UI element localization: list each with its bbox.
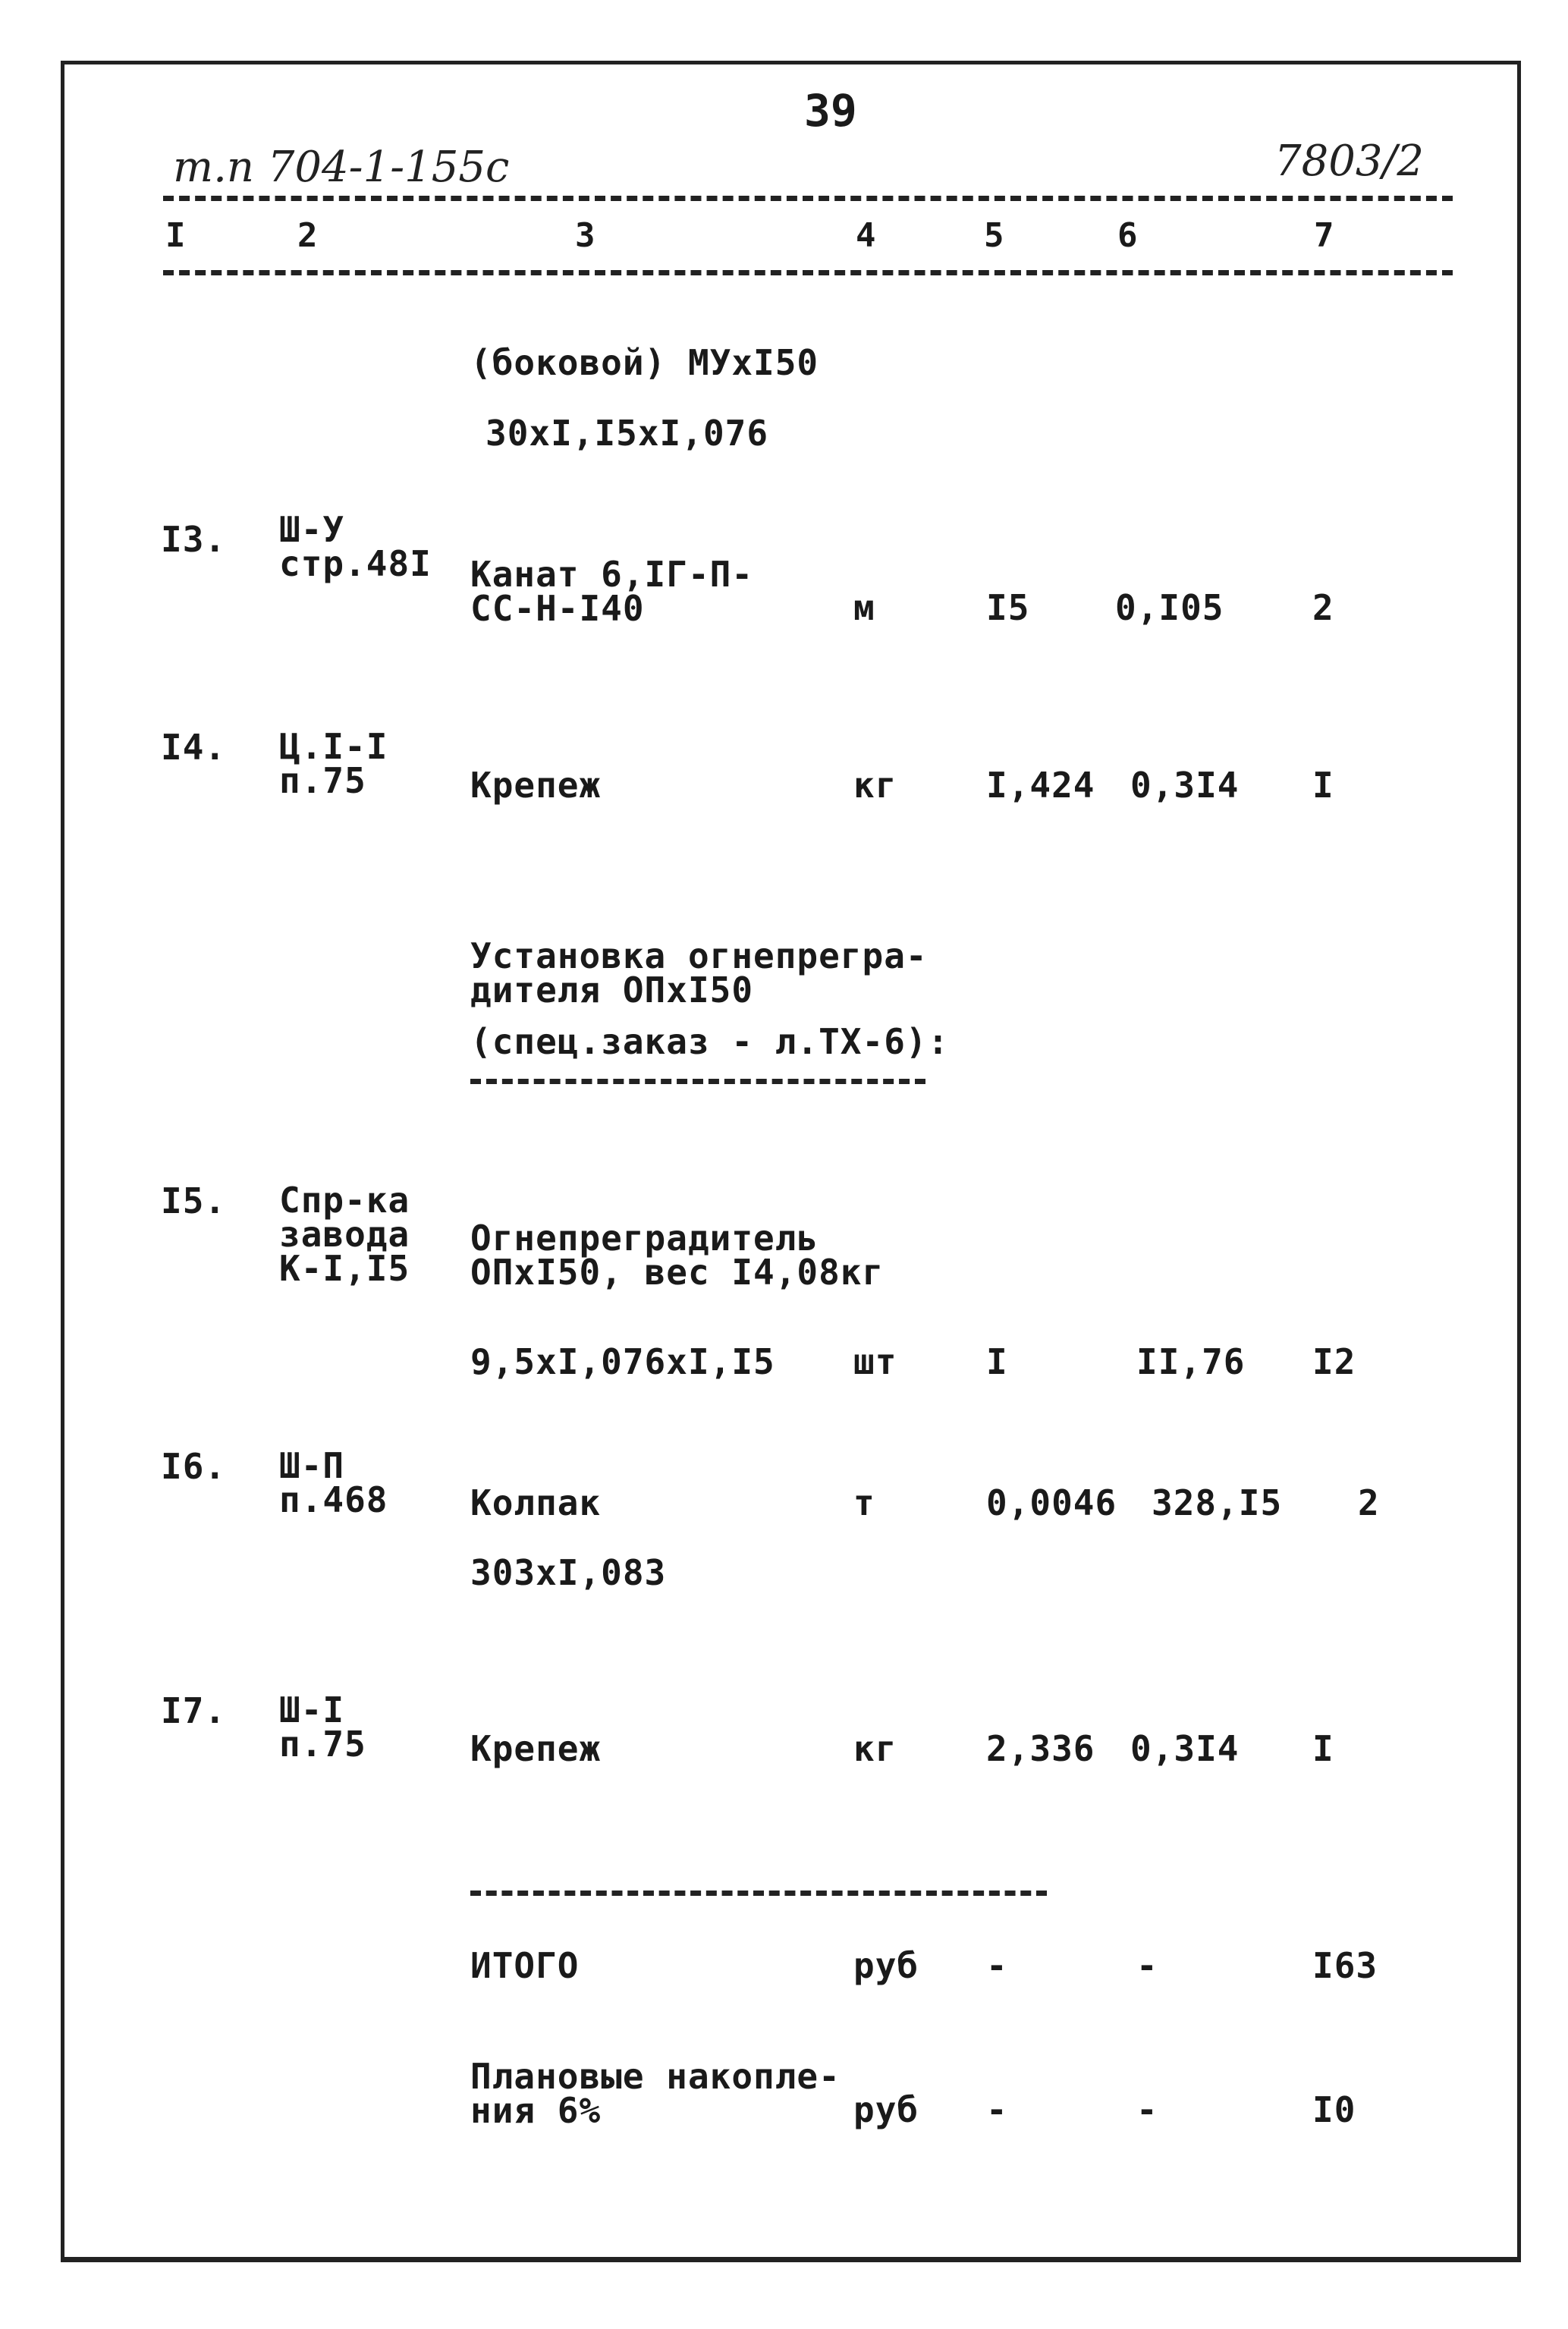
row14-unit: кг [853, 765, 897, 806]
column-header-dashed-rule [163, 270, 1453, 275]
row13-unit: м [853, 587, 875, 628]
row14-price: 0,3I4 [1130, 765, 1240, 806]
row15-number: I5. [161, 1180, 227, 1221]
row16-sum: 2 [1358, 1482, 1380, 1523]
row15-reference: Спр-ка завода К-I,I5 [279, 1180, 410, 1290]
row13-reference: Ш-У стр.48I [279, 509, 432, 585]
row15-sum: I2 [1312, 1341, 1356, 1382]
side-calc: 30хI,I5хI,076 [485, 413, 769, 454]
page-number: 39 [804, 85, 857, 137]
page-frame [61, 61, 1521, 2261]
row17-name: Крепеж [470, 1728, 602, 1769]
row16-quantity: 0,0046 [986, 1482, 1117, 1523]
planned-savings-sum: I0 [1312, 2089, 1356, 2130]
totals-dashed-rule [470, 1891, 1047, 1896]
row17-number: I7. [161, 1690, 227, 1731]
row15-quantity: I [986, 1341, 1008, 1382]
row15-price: II,76 [1136, 1341, 1246, 1382]
row13-sum: 2 [1312, 587, 1334, 628]
row13-name: Канат 6,IГ-П- СС-Н-I40 [470, 554, 754, 630]
row14-quantity: I,424 [986, 765, 1095, 806]
itogo-quantity: - [986, 1945, 1008, 1986]
itogo-price: - [1136, 1945, 1158, 1986]
row15-calculation: 9,5хI,076хI,I5 [470, 1341, 775, 1382]
row14-reference: Ц.I-I п.75 [279, 726, 388, 802]
sheet-code: 7803/2 [1274, 137, 1425, 186]
column-header-2: 2 [297, 216, 318, 255]
row13-quantity: I5 [986, 587, 1030, 628]
row16-unit: т [853, 1482, 875, 1523]
column-header-1: I [165, 216, 186, 255]
header-dashed-rule [163, 196, 1453, 201]
itogo-label: ИТОГО [470, 1945, 580, 1986]
row16-name: Колпак [470, 1482, 602, 1523]
bottom-rule [61, 2259, 1521, 2262]
planned-savings-unit: руб [853, 2089, 919, 2130]
row17-unit: кг [853, 1728, 897, 1769]
row15-name: Огнепреградитель ОПхI50, вес I4,08кг [470, 1218, 885, 1293]
row14-sum: I [1312, 765, 1334, 806]
row16-calculation: 303хI,083 [470, 1552, 667, 1593]
column-header-7: 7 [1314, 216, 1334, 255]
row17-sum: I [1312, 1728, 1334, 1769]
itogo-sum: I63 [1312, 1945, 1378, 1986]
planned-savings-quantity: - [986, 2089, 1008, 2130]
row13-price: 0,I05 [1115, 587, 1224, 628]
itogo-unit: руб [853, 1945, 919, 1986]
row16-reference: Ш-П п.468 [279, 1445, 388, 1521]
column-header-4: 4 [856, 216, 876, 255]
row16-price: 328,I5 [1152, 1482, 1283, 1523]
document-code: т.п 704-1-155с [173, 143, 510, 192]
row17-reference: Ш-I п.75 [279, 1689, 366, 1765]
planned-savings-label: Плановые накопле- ния 6% [470, 2056, 841, 2132]
row14-number: I4. [161, 727, 227, 768]
side-label: (боковой) МУхI50 [470, 342, 819, 383]
row14-name: Крепеж [470, 765, 602, 806]
column-header-6: 6 [1117, 216, 1138, 255]
row17-quantity: 2,336 [986, 1728, 1095, 1769]
section-title: Установка огнепрегра- дителя ОПхI50 [470, 935, 928, 1011]
column-header-5: 5 [984, 216, 1004, 255]
row16-number: I6. [161, 1446, 227, 1487]
column-header-3: 3 [575, 216, 595, 255]
row15-unit: шт [853, 1341, 897, 1382]
row13-number: I3. [161, 519, 227, 560]
planned-savings-price: - [1136, 2089, 1158, 2130]
section-note: (спец.заказ - л.ТХ-6): [470, 1021, 950, 1062]
section-dashed-rule [470, 1079, 925, 1084]
row17-price: 0,3I4 [1130, 1728, 1240, 1769]
